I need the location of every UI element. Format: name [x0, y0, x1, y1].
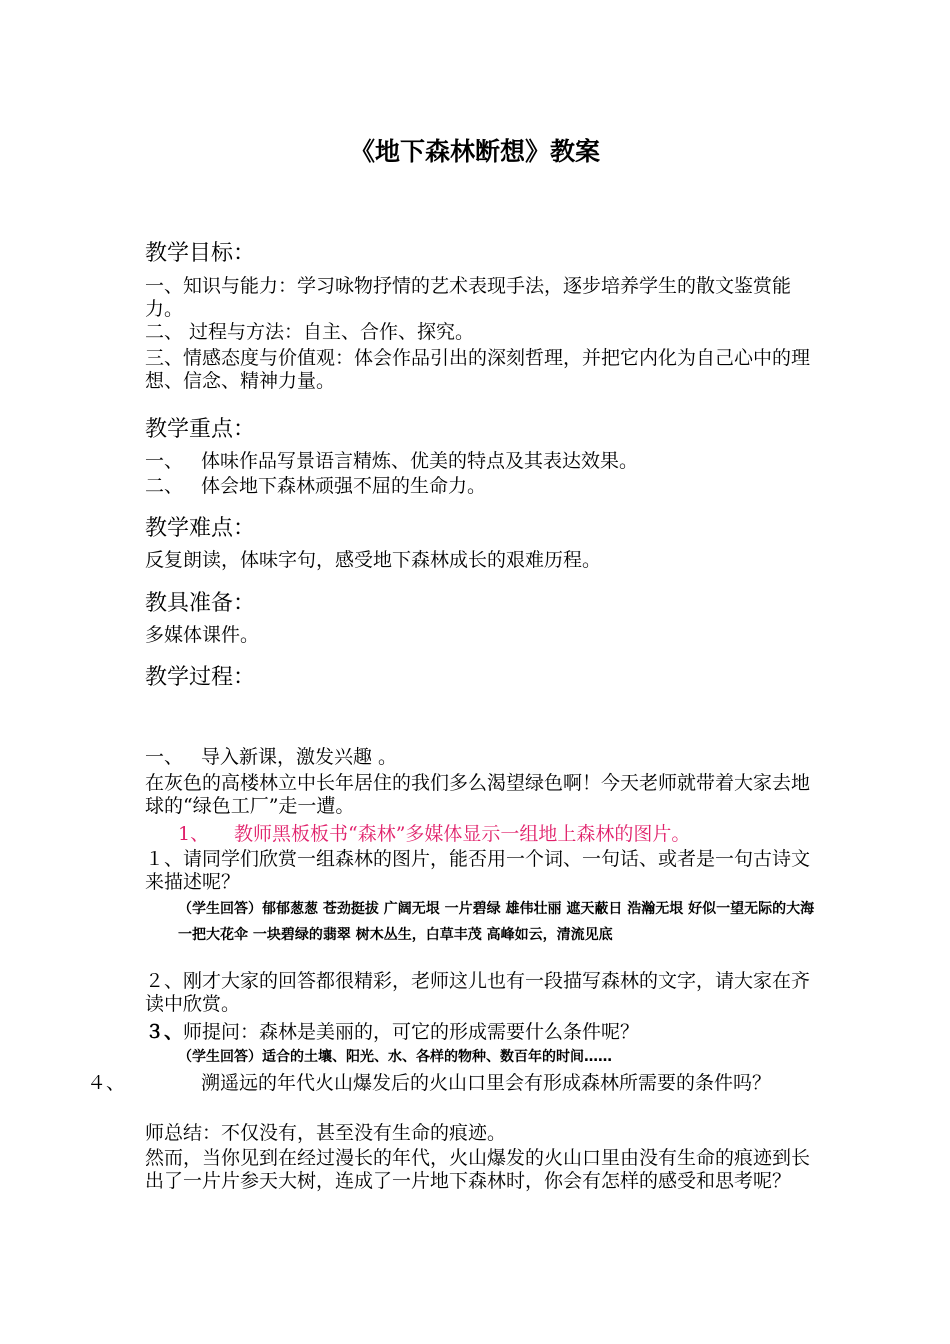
closing-paragraph: 然而，当你见到在经过漫长的年代，火山爆发的火山口里由没有生命的痕迹到长出了一片片参天大树，连成了一片地下森林时，你会有怎样的感受和思考呢？ — [145, 1147, 811, 1192]
document-title: 《地下森林断想》教案 — [349, 137, 600, 166]
key-heading: 教学重点： — [145, 417, 256, 442]
process-step-1-text: 导入新课，激发兴趣 。 — [201, 746, 398, 768]
process-intro: 在灰色的高楼林立中长年居住的我们多么渴望绿色啊！今天老师就带着大家去地球的“绿色工厂”走一遭。 — [145, 772, 811, 817]
key-point-1 — [145, 450, 815, 473]
process-red-text: 教师黑板板书“森林”多媒体显示一组地上森林的图片。 — [234, 823, 691, 845]
process-heading: 教学过程： — [145, 665, 256, 690]
process-red-item — [178, 823, 818, 846]
key-point-1-text: 体味作品写景语言精炼、优美的特点及其表达效果。 — [201, 450, 639, 472]
tools-heading: 教具准备： — [145, 591, 256, 616]
answer-3: （学生回答）适合的土壤、阳光、水、各样的物种、数百年的时间…… — [178, 1049, 612, 1065]
key-point-2-text: 体会地下森林顽强不屈的生命力。 — [201, 475, 487, 497]
key-point-2 — [145, 475, 815, 498]
process-step-1 — [145, 746, 815, 769]
difficult-heading: 教学难点： — [145, 516, 256, 541]
difficult-text: 反复朗读，体味字句，感受地下森林成长的艰难历程。 — [145, 549, 602, 571]
question-4 — [87, 1072, 873, 1095]
tools-text: 多媒体课件。 — [145, 624, 260, 646]
question-3 — [145, 1021, 815, 1044]
key-point-1-num: 一、 — [145, 450, 184, 472]
question-4-num: ４、 — [87, 1072, 126, 1094]
goal-3: 三、情感态度与价值观：体会作品引出的深刻哲理，并把它内化为自己心中的理想、信念、精神力量。 — [145, 347, 811, 392]
teacher-summary: 师总结：不仅没有，甚至没有生命的痕迹。 — [145, 1122, 507, 1144]
goal-1: 一、知识与能力：学习咏物抒情的艺术表现手法，逐步培养学生的散文鉴赏能力。 — [145, 275, 792, 320]
question-4-text: 溯遥远的年代火山爆发后的火山口里会有形成森林所需要的条件吗？ — [201, 1072, 772, 1094]
process-red-num: 1、 — [178, 823, 210, 845]
answer-1: （学生回答）郁郁葱葱 苍劲挺拔 广阔无垠 一片碧绿 雄伟壮丽 遮天蔽日 浩瀚无垠 好似一望无际的大海 一把大花伞 一块碧绿的翡翠 树木丛生，白草丰茂 高峰如云，清流见底 — [178, 901, 815, 943]
question-3-text: 师提问：森林是美丽的，可它的形成需要什么条件呢？ — [183, 1021, 640, 1043]
question-2: ２、刚才大家的回答都很精彩，老师这儿也有一段描写森林的文字，请大家在齐读中欣赏。 — [145, 970, 811, 1015]
goals-heading: 教学目标： — [145, 241, 256, 266]
question-3-num: ３、 — [145, 1021, 184, 1043]
question-1: １、请同学们欣赏一组森林的图片，能否用一个词、一句话、或者是一句古诗文来描述呢？ — [145, 848, 811, 893]
goal-2: 二、 过程与方法：自主、合作、探究。 — [145, 321, 475, 343]
process-step-1-num: 一、 — [145, 746, 184, 768]
key-point-2-num: 二、 — [145, 475, 184, 497]
